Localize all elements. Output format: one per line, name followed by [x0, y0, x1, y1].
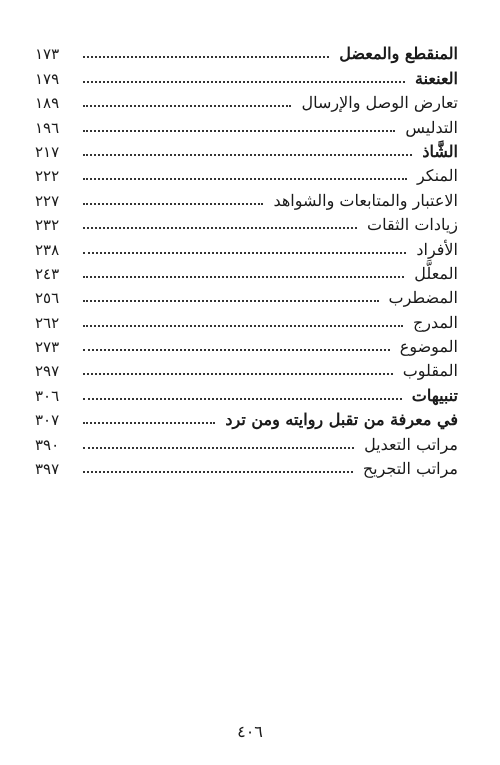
toc-entry [35, 381, 458, 405]
leader-dots [83, 300, 379, 302]
entry-title: الأفراد [416, 239, 458, 259]
entry-page-number: ٣٠٧ [35, 411, 60, 430]
entry-title: في معرفة من تقبل روايته ومن ترد [225, 410, 458, 430]
entry-title: زيادات الثقات [367, 215, 458, 235]
toc-entry [35, 357, 458, 381]
entry-page-number: ٢٢٧ [35, 191, 60, 210]
leader-dots [83, 252, 406, 254]
toc-entry [35, 235, 458, 259]
toc-entry [35, 260, 458, 284]
leader-dots [83, 81, 405, 83]
leader-dots [83, 398, 402, 400]
toc-entry [35, 211, 458, 235]
entry-page-number: ٣٩٧ [35, 460, 60, 479]
entry-page-number: ٣٩٠ [35, 435, 60, 454]
entry-page-number: ٢٩٧ [35, 362, 60, 381]
toc-entry [35, 89, 458, 113]
entry-page-number: ١٧٩ [35, 69, 60, 88]
entry-title: المقلوب [402, 361, 458, 381]
entry-page-number: ٢٣٨ [35, 240, 60, 259]
toc-entry [35, 333, 458, 357]
leader-dots [83, 471, 353, 473]
entry-title: الشَّاذ [422, 141, 458, 161]
table-of-contents [35, 40, 458, 479]
toc-entry [35, 455, 458, 479]
leader-dots [83, 203, 263, 205]
entry-page-number: ٢١٧ [35, 142, 60, 161]
entry-page-number: ٢٢٢ [35, 167, 60, 186]
entry-title: تنبيهات [411, 385, 458, 405]
toc-entry [35, 284, 458, 308]
toc-entry [35, 162, 458, 186]
entry-title: تعارض الوصل والإرسال [301, 93, 458, 113]
entry-page-number: ١٩٦ [35, 118, 60, 137]
leader-dots [83, 276, 404, 278]
leader-dots [83, 178, 407, 180]
entry-page-number: ٢٥٦ [35, 289, 60, 308]
toc-entry [35, 308, 458, 332]
leader-dots [83, 447, 354, 449]
entry-page-number: ٢٣٢ [35, 216, 60, 235]
toc-entry [35, 430, 458, 454]
leader-dots [83, 227, 357, 229]
toc-entry [35, 40, 458, 64]
page-number: ٤٠٦ [237, 722, 263, 741]
entry-page-number: ٢٧٣ [35, 338, 60, 357]
entry-title: العنعنة [415, 68, 458, 88]
entry-page-number: ٢٦٢ [35, 313, 60, 332]
entry-title: الاعتبار والمتابعات والشواهد [273, 190, 458, 210]
leader-dots [83, 56, 329, 58]
entry-page-number: ٣٠٦ [35, 386, 60, 405]
leader-dots [83, 349, 390, 351]
toc-entry [35, 186, 458, 210]
toc-entry [35, 113, 458, 137]
entry-title: المدرج [412, 312, 458, 332]
toc-entry [35, 406, 458, 430]
leader-dots [83, 325, 403, 327]
entry-title: مراتب التجريح [362, 459, 458, 479]
entry-page-number: ١٨٩ [35, 94, 60, 113]
leader-dots [83, 373, 393, 375]
entry-title: المنكر [416, 166, 458, 186]
entry-page-number: ٢٤٣ [35, 264, 60, 283]
entry-title: المنقطع والمعضل [339, 44, 458, 64]
leader-dots [83, 154, 412, 156]
entry-title: مراتب التعديل [364, 434, 458, 454]
leader-dots [83, 130, 395, 132]
toc-entry [35, 64, 458, 88]
entry-title: التدليس [405, 117, 458, 137]
entry-page-number: ١٧٣ [35, 45, 60, 64]
entry-title: الموضوع [399, 337, 458, 357]
entry-title: المضطرب [388, 288, 458, 308]
entry-title: المعلَّل [414, 263, 458, 283]
leader-dots [83, 105, 291, 107]
toc-entry [35, 138, 458, 162]
leader-dots [83, 422, 215, 424]
